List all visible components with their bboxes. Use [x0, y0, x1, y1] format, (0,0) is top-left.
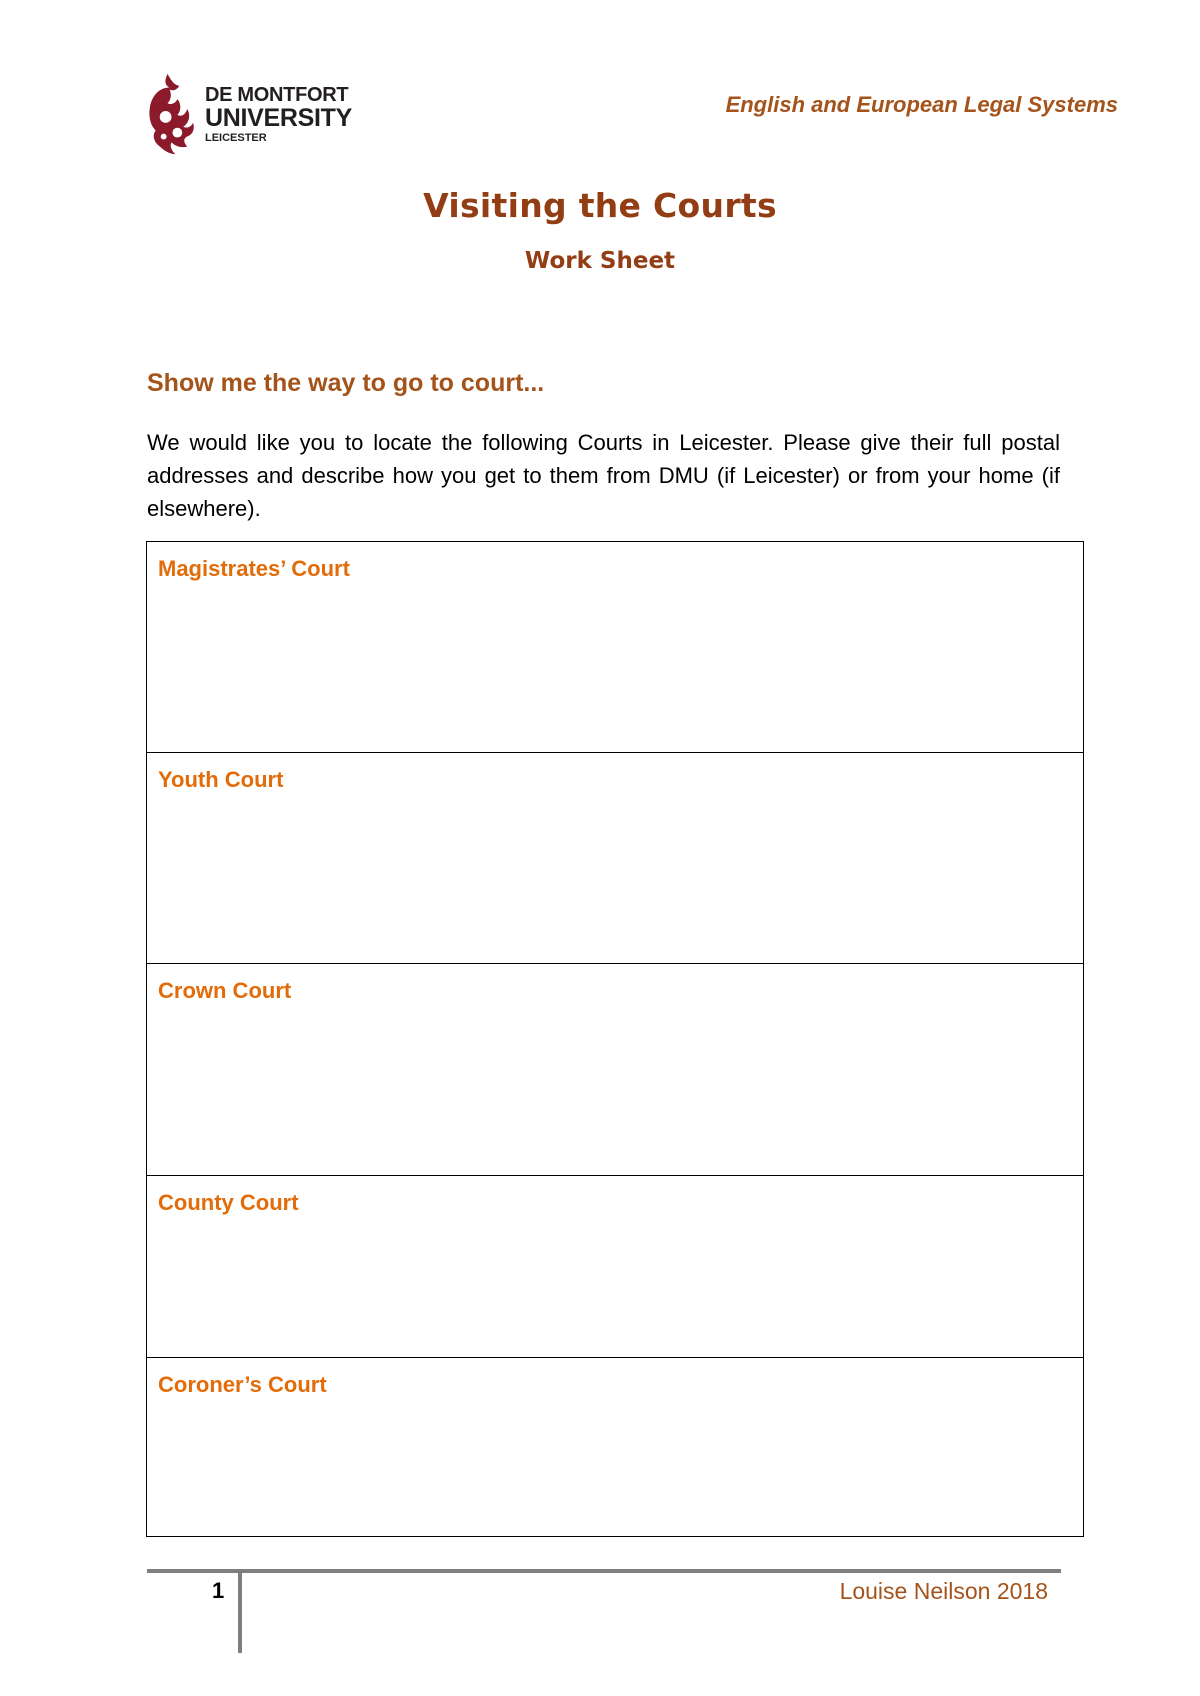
dmu-lion-icon	[146, 71, 197, 157]
section-heading: Show me the way to go to court...	[147, 369, 545, 397]
footer-divider	[147, 1569, 1061, 1573]
logo-line-3: LEICESTER	[204, 131, 267, 144]
logo-wordmark	[205, 85, 352, 144]
court-label: Coroner’s Court	[158, 1372, 327, 1397]
courts-table	[146, 541, 1084, 1537]
court-box-youth[interactable]	[147, 752, 1083, 963]
page-subtitle: Work Sheet	[524, 248, 676, 274]
university-logo	[146, 68, 352, 160]
court-label: Magistrates’ Court	[158, 556, 350, 581]
court-box-crown[interactable]	[147, 963, 1083, 1175]
court-label: Youth Court	[158, 767, 284, 792]
court-label: County Court	[158, 1190, 299, 1215]
page-title: Visiting the Courts	[423, 186, 777, 225]
footer-vertical-divider	[238, 1569, 242, 1653]
page-number: 1	[212, 1578, 225, 1603]
court-label: Crown Court	[158, 978, 292, 1003]
intro-paragraph: We would like you to locate the following Courts in Leicester. Please give their full postal addresses and describe how you get to them from DMU (if Leicester) or from your home (if elsewhere).	[147, 430, 1060, 521]
logo-line-1: DE MONTFORT	[204, 83, 349, 106]
footer-author: Louise Neilson 2018	[839, 1578, 1048, 1604]
logo-line-2: UNIVERSITY	[204, 103, 352, 132]
court-box-coroners[interactable]	[147, 1357, 1083, 1536]
court-box-magistrates[interactable]	[147, 542, 1083, 752]
court-box-county[interactable]	[147, 1175, 1083, 1357]
course-title: English and European Legal Systems	[725, 92, 1118, 117]
